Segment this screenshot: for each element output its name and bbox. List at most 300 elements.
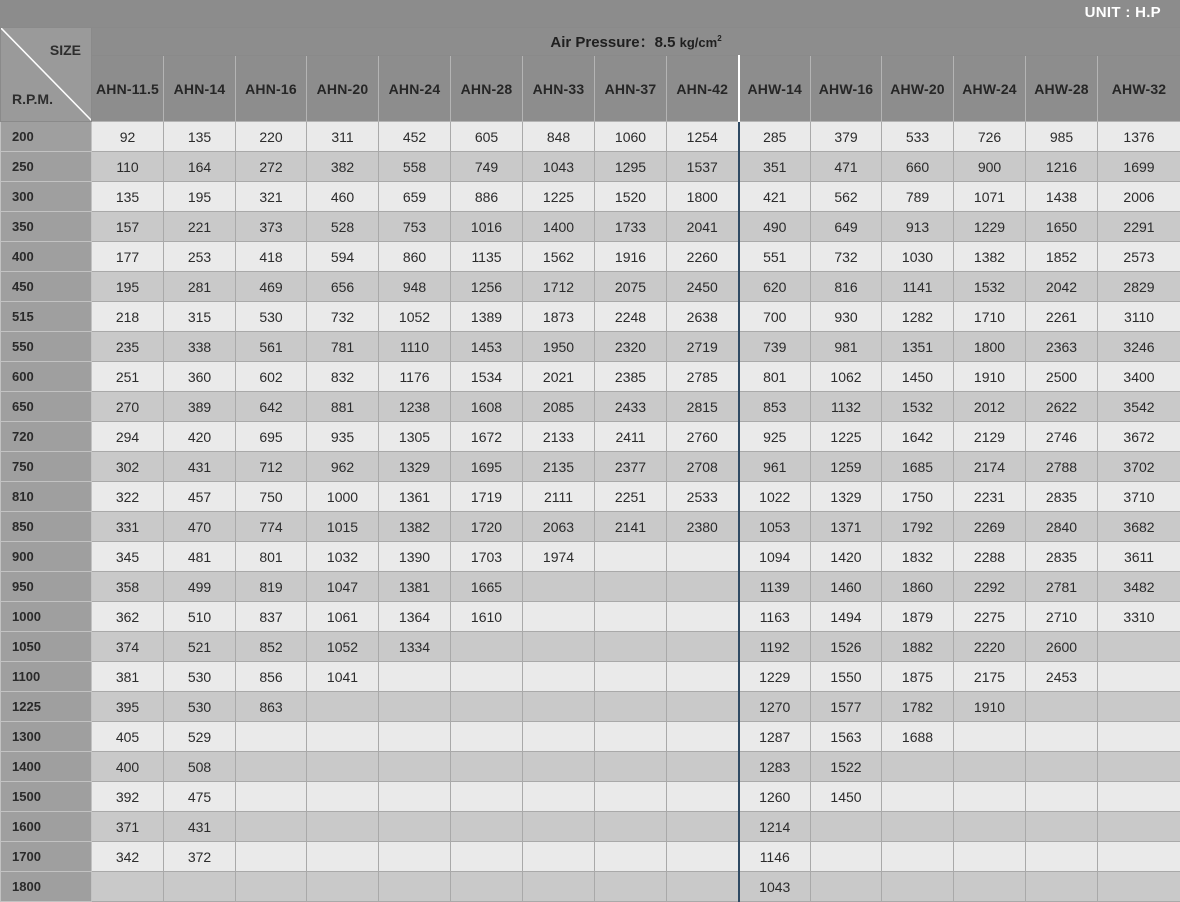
hp-value-cell: 2835 [1026, 542, 1098, 572]
hp-value-cell: 732 [811, 242, 882, 272]
hp-value-cell: 2710 [1026, 602, 1098, 632]
hp-value-cell: 2433 [595, 392, 667, 422]
hp-value-cell [1098, 842, 1180, 872]
hp-value-cell: 2291 [1098, 212, 1180, 242]
hp-value-cell [379, 872, 451, 902]
hp-value-cell [451, 872, 523, 902]
table-row [1, 602, 1180, 632]
hp-value-cell: 2788 [1026, 452, 1098, 482]
hp-value-cell: 530 [164, 662, 236, 692]
hp-value-cell [667, 602, 739, 632]
hp-value-cell [451, 662, 523, 692]
hp-value-cell [307, 722, 379, 752]
hp-value-cell: 1695 [451, 452, 523, 482]
hp-value-cell: 1390 [379, 542, 451, 572]
hp-value-cell: 2500 [1026, 362, 1098, 392]
hp-value-cell: 1032 [307, 542, 379, 572]
hp-value-cell: 533 [882, 122, 954, 152]
hp-value-cell: 1494 [811, 602, 882, 632]
hp-value-cell: 2174 [954, 452, 1026, 482]
hp-value-cell: 1642 [882, 422, 954, 452]
hp-value-cell: 1295 [595, 152, 667, 182]
hp-value-cell: 490 [739, 212, 811, 242]
hp-value-cell: 374 [92, 632, 164, 662]
hp-value-cell: 1061 [307, 602, 379, 632]
hp-value-cell: 2220 [954, 632, 1026, 662]
hp-value-cell: 2600 [1026, 632, 1098, 662]
hp-value-cell: 1329 [379, 452, 451, 482]
hp-value-cell: 1610 [451, 602, 523, 632]
hp-value-cell: 1382 [954, 242, 1026, 272]
hp-value-cell: 373 [236, 212, 307, 242]
hp-value-cell [379, 752, 451, 782]
hp-value-cell [236, 872, 307, 902]
table-row [1, 452, 1180, 482]
hp-value-cell: 362 [92, 602, 164, 632]
hp-value-cell: 2785 [667, 362, 739, 392]
rpm-value: 900 [1, 542, 92, 572]
table-row [1, 782, 1180, 812]
hp-value-cell [1098, 632, 1180, 662]
hp-value-cell: 1351 [882, 332, 954, 362]
hp-value-cell: 2622 [1026, 392, 1098, 422]
hp-value-cell [379, 662, 451, 692]
hp-value-cell [667, 842, 739, 872]
hp-value-cell: 3246 [1098, 332, 1180, 362]
hp-value-cell: 2133 [523, 422, 595, 452]
hp-value-cell: 1703 [451, 542, 523, 572]
hp-value-cell [379, 812, 451, 842]
hp-value-cell: 1371 [811, 512, 882, 542]
hp-value-cell: 1110 [379, 332, 451, 362]
hp-value-cell: 1238 [379, 392, 451, 422]
hp-value-cell: 2719 [667, 332, 739, 362]
hp-value-cell [954, 872, 1026, 902]
hp-value-cell [882, 752, 954, 782]
hp-value-cell: 371 [92, 812, 164, 842]
hp-value-cell: 1916 [595, 242, 667, 272]
hp-value-cell: 2261 [1026, 302, 1098, 332]
hp-value-cell: 1720 [451, 512, 523, 542]
header-bar [0, 0, 1180, 27]
table-row [1, 392, 1180, 422]
hp-value-cell: 2175 [954, 662, 1026, 692]
hp-value-cell: 1712 [523, 272, 595, 302]
hp-value-cell: 389 [164, 392, 236, 422]
hp-value-cell: 400 [92, 752, 164, 782]
hp-value-cell [1098, 812, 1180, 842]
hp-value-cell: 659 [379, 182, 451, 212]
hp-value-cell: 1699 [1098, 152, 1180, 182]
hp-value-cell: 220 [236, 122, 307, 152]
hp-value-cell: 475 [164, 782, 236, 812]
hp-value-cell: 345 [92, 542, 164, 572]
hp-value-cell: 1563 [811, 722, 882, 752]
hp-value-cell: 2248 [595, 302, 667, 332]
hp-value-cell: 1550 [811, 662, 882, 692]
hp-value-cell: 1225 [523, 182, 595, 212]
hp-value-cell: 1800 [954, 332, 1026, 362]
hp-value-cell: 1053 [739, 512, 811, 542]
hp-value-cell: 2835 [1026, 482, 1098, 512]
hp-value-cell [667, 692, 739, 722]
hp-value-cell: 135 [164, 122, 236, 152]
hp-value-cell [667, 662, 739, 692]
air-pressure-value: 8.5 [655, 34, 676, 51]
hp-value-cell [1026, 722, 1098, 752]
hp-value-cell: 1000 [307, 482, 379, 512]
hp-value-cell: 2231 [954, 482, 1026, 512]
hp-value-cell: 819 [236, 572, 307, 602]
hp-value-cell: 1229 [954, 212, 1026, 242]
hp-value-cell [523, 872, 595, 902]
hp-value-cell: 1974 [523, 542, 595, 572]
model-header-ahw-14: AHW-14 [739, 56, 811, 122]
hp-value-cell: 218 [92, 302, 164, 332]
hp-value-cell: 2453 [1026, 662, 1098, 692]
hp-value-cell: 1577 [811, 692, 882, 722]
hp-value-cell: 642 [236, 392, 307, 422]
hp-value-cell: 360 [164, 362, 236, 392]
hp-value-cell: 1016 [451, 212, 523, 242]
hp-value-cell: 935 [307, 422, 379, 452]
size-label: SIZE [50, 42, 81, 58]
hp-value-cell: 2377 [595, 452, 667, 482]
hp-value-cell: 351 [739, 152, 811, 182]
hp-value-cell: 294 [92, 422, 164, 452]
hp-value-cell: 195 [92, 272, 164, 302]
hp-value-cell: 177 [92, 242, 164, 272]
hp-value-cell: 749 [451, 152, 523, 182]
hp-value-cell [1098, 752, 1180, 782]
hp-value-cell: 2006 [1098, 182, 1180, 212]
hp-value-cell [811, 842, 882, 872]
table-row [1, 512, 1180, 542]
hp-value-cell: 1608 [451, 392, 523, 422]
hp-value-cell: 164 [164, 152, 236, 182]
model-header-ahn-11-5: AHN-11.5 [92, 56, 164, 122]
hp-value-cell [595, 692, 667, 722]
hp-value-cell: 1052 [379, 302, 451, 332]
hp-value-cell [1098, 662, 1180, 692]
hp-value-cell: 1229 [739, 662, 811, 692]
hp-value-cell: 418 [236, 242, 307, 272]
hp-value-cell: 1225 [811, 422, 882, 452]
hp-value-cell: 605 [451, 122, 523, 152]
hp-value-cell: 1192 [739, 632, 811, 662]
hp-value-cell: 421 [739, 182, 811, 212]
hp-value-cell: 1685 [882, 452, 954, 482]
table-row [1, 152, 1180, 182]
table-row [1, 482, 1180, 512]
model-header-ahn-42: AHN-42 [667, 56, 739, 122]
hp-value-cell: 602 [236, 362, 307, 392]
hp-value-cell: 1305 [379, 422, 451, 452]
hp-value-cell [1026, 752, 1098, 782]
hp-value-cell: 508 [164, 752, 236, 782]
hp-value-cell [307, 872, 379, 902]
hp-value-cell: 2129 [954, 422, 1026, 452]
hp-value-cell: 1520 [595, 182, 667, 212]
table-row [1, 692, 1180, 722]
hp-value-cell [1026, 692, 1098, 722]
hp-value-cell: 405 [92, 722, 164, 752]
hp-value-cell: 530 [164, 692, 236, 722]
hp-value-cell [236, 722, 307, 752]
hp-value-cell: 1015 [307, 512, 379, 542]
hp-value-cell: 853 [739, 392, 811, 422]
hp-value-cell [667, 872, 739, 902]
hp-value-cell: 620 [739, 272, 811, 302]
hp-value-cell: 372 [164, 842, 236, 872]
hp-value-cell: 1163 [739, 602, 811, 632]
rpm-value: 1800 [1, 872, 92, 902]
hp-value-cell: 530 [236, 302, 307, 332]
hp-value-cell [954, 782, 1026, 812]
hp-value-cell: 1750 [882, 482, 954, 512]
hp-value-cell: 3702 [1098, 452, 1180, 482]
hp-value-cell: 235 [92, 332, 164, 362]
model-header-ahn-24: AHN-24 [379, 56, 451, 122]
hp-value-cell: 322 [92, 482, 164, 512]
table-row [1, 542, 1180, 572]
hp-value-cell: 528 [307, 212, 379, 242]
hp-value-cell: 1382 [379, 512, 451, 542]
hp-value-cell: 2021 [523, 362, 595, 392]
hp-value-cell: 2781 [1026, 572, 1098, 602]
table-row [1, 182, 1180, 212]
hp-value-cell [1098, 722, 1180, 752]
hp-value-cell [523, 632, 595, 662]
rpm-value: 300 [1, 182, 92, 212]
rpm-value: 350 [1, 212, 92, 242]
hp-value-cell: 1879 [882, 602, 954, 632]
hp-value-cell: 2141 [595, 512, 667, 542]
hp-value-cell: 1041 [307, 662, 379, 692]
hp-value-cell: 1283 [739, 752, 811, 782]
hp-value-cell: 470 [164, 512, 236, 542]
hp-value-cell: 311 [307, 122, 379, 152]
hp-value-cell: 342 [92, 842, 164, 872]
hp-value-cell: 881 [307, 392, 379, 422]
hp-value-cell [595, 722, 667, 752]
hp-value-cell: 1043 [739, 872, 811, 902]
hp-value-cell: 3400 [1098, 362, 1180, 392]
hp-value-cell [595, 872, 667, 902]
hp-value-cell: 2638 [667, 302, 739, 332]
hp-value-cell [667, 812, 739, 842]
table-row [1, 272, 1180, 302]
air-pressure-unit: kg/cm [680, 35, 718, 50]
hp-value-cell: 2260 [667, 242, 739, 272]
table-row [1, 632, 1180, 662]
hp-value-cell: 1071 [954, 182, 1026, 212]
hp-value-cell: 856 [236, 662, 307, 692]
hp-value-cell: 3672 [1098, 422, 1180, 452]
hp-value-cell: 3682 [1098, 512, 1180, 542]
hp-value-cell [379, 782, 451, 812]
hp-value-cell: 1270 [739, 692, 811, 722]
hp-value-cell [379, 842, 451, 872]
model-header-row [1, 56, 1180, 122]
hp-value-cell: 469 [236, 272, 307, 302]
hp-value-cell: 863 [236, 692, 307, 722]
hp-value-cell: 1094 [739, 542, 811, 572]
hp-value-cell: 157 [92, 212, 164, 242]
hp-value-cell [882, 812, 954, 842]
hp-value-cell [667, 542, 739, 572]
air-pressure-exponent: 2 [717, 34, 721, 43]
hp-value-cell: 2411 [595, 422, 667, 452]
hp-value-cell: 1260 [739, 782, 811, 812]
model-header-ahn-28: AHN-28 [451, 56, 523, 122]
hp-value-cell: 1450 [882, 362, 954, 392]
hp-value-cell [1026, 872, 1098, 902]
hp-value-cell [1098, 872, 1180, 902]
hp-value-cell: 1532 [882, 392, 954, 422]
hp-value-cell: 510 [164, 602, 236, 632]
hp-value-cell [1098, 692, 1180, 722]
hp-value-cell: 2815 [667, 392, 739, 422]
hp-value-cell: 251 [92, 362, 164, 392]
rpm-value: 550 [1, 332, 92, 362]
hp-value-cell [451, 812, 523, 842]
hp-value-cell: 331 [92, 512, 164, 542]
rpm-value: 400 [1, 242, 92, 272]
hp-value-cell: 2450 [667, 272, 739, 302]
hp-value-cell [523, 572, 595, 602]
hp-value-cell: 2063 [523, 512, 595, 542]
hp-value-cell [954, 842, 1026, 872]
hp-value-cell: 1400 [523, 212, 595, 242]
rpm-value: 1000 [1, 602, 92, 632]
hp-value-cell: 656 [307, 272, 379, 302]
hp-value-cell: 281 [164, 272, 236, 302]
model-header-ahn-37: AHN-37 [595, 56, 667, 122]
hp-value-cell: 860 [379, 242, 451, 272]
hp-value-cell: 1361 [379, 482, 451, 512]
hp-value-cell: 948 [379, 272, 451, 302]
hp-value-cell [595, 632, 667, 662]
hp-value-cell [523, 812, 595, 842]
hp-value-cell: 2012 [954, 392, 1026, 422]
hp-value-cell [523, 692, 595, 722]
hp-value-cell: 1800 [667, 182, 739, 212]
hp-value-cell [523, 842, 595, 872]
hp-value-cell: 382 [307, 152, 379, 182]
hp-value-cell: 2385 [595, 362, 667, 392]
model-header-ahw-24: AHW-24 [954, 56, 1026, 122]
table-row [1, 242, 1180, 272]
hp-value-cell: 789 [882, 182, 954, 212]
table-row [1, 872, 1180, 902]
hp-value-cell: 712 [236, 452, 307, 482]
hp-value-cell: 801 [739, 362, 811, 392]
hp-value-cell: 981 [811, 332, 882, 362]
table-row [1, 842, 1180, 872]
hp-value-cell: 753 [379, 212, 451, 242]
hp-value-cell: 2380 [667, 512, 739, 542]
hp-value-cell [307, 692, 379, 722]
hp-value-cell: 562 [811, 182, 882, 212]
hp-value-cell [954, 752, 1026, 782]
hp-value-cell: 457 [164, 482, 236, 512]
hp-value-cell: 1532 [954, 272, 1026, 302]
hp-value-cell: 801 [236, 542, 307, 572]
hp-value-cell: 961 [739, 452, 811, 482]
hp-value-cell: 452 [379, 122, 451, 152]
hp-value-cell: 1450 [811, 782, 882, 812]
rpm-value: 810 [1, 482, 92, 512]
hp-value-cell: 1852 [1026, 242, 1098, 272]
hp-value-cell: 832 [307, 362, 379, 392]
hp-value-cell: 1882 [882, 632, 954, 662]
hp-value-cell [1026, 782, 1098, 812]
hp-value-cell [882, 782, 954, 812]
hp-value-cell [451, 632, 523, 662]
hp-value-cell: 1052 [307, 632, 379, 662]
hp-value-cell: 649 [811, 212, 882, 242]
hp-value-cell [451, 782, 523, 812]
hp-value-cell: 1910 [954, 362, 1026, 392]
hp-value-cell: 1364 [379, 602, 451, 632]
hp-value-cell: 460 [307, 182, 379, 212]
hp-value-cell [523, 752, 595, 782]
hp-value-cell: 499 [164, 572, 236, 602]
hp-value-cell: 1453 [451, 332, 523, 362]
hp-value-cell [523, 602, 595, 632]
hp-value-cell: 558 [379, 152, 451, 182]
hp-value-cell: 1216 [1026, 152, 1098, 182]
hp-value-cell: 1522 [811, 752, 882, 782]
hp-value-cell: 2760 [667, 422, 739, 452]
hp-value-cell: 3542 [1098, 392, 1180, 422]
hp-value-cell: 2829 [1098, 272, 1180, 302]
hp-value-cell [451, 752, 523, 782]
rpm-value: 950 [1, 572, 92, 602]
hp-value-cell [882, 842, 954, 872]
hp-value-cell: 700 [739, 302, 811, 332]
table-row [1, 662, 1180, 692]
hp-value-cell: 1334 [379, 632, 451, 662]
hp-value-cell: 1214 [739, 812, 811, 842]
hp-value-cell [811, 872, 882, 902]
hp-value-cell [595, 572, 667, 602]
rpm-value: 515 [1, 302, 92, 332]
rpm-value: 750 [1, 452, 92, 482]
hp-value-cell: 395 [92, 692, 164, 722]
rpm-value: 600 [1, 362, 92, 392]
hp-value-cell: 1282 [882, 302, 954, 332]
hp-value-cell: 1420 [811, 542, 882, 572]
rpm-value: 1400 [1, 752, 92, 782]
hp-value-cell: 1460 [811, 572, 882, 602]
hp-value-cell: 1043 [523, 152, 595, 182]
hp-value-cell: 594 [307, 242, 379, 272]
hp-value-cell [523, 782, 595, 812]
hp-value-cell: 1135 [451, 242, 523, 272]
hp-value-cell [236, 812, 307, 842]
hp-value-cell: 2111 [523, 482, 595, 512]
model-header-ahw-32: AHW-32 [1098, 56, 1180, 122]
hp-value-cell: 2288 [954, 542, 1026, 572]
hp-value-cell: 3482 [1098, 572, 1180, 602]
model-header-ahw-16: AHW-16 [811, 56, 882, 122]
hp-value-cell: 2135 [523, 452, 595, 482]
hp-value-cell [811, 812, 882, 842]
hp-value-cell: 2075 [595, 272, 667, 302]
hp-value-cell: 1381 [379, 572, 451, 602]
